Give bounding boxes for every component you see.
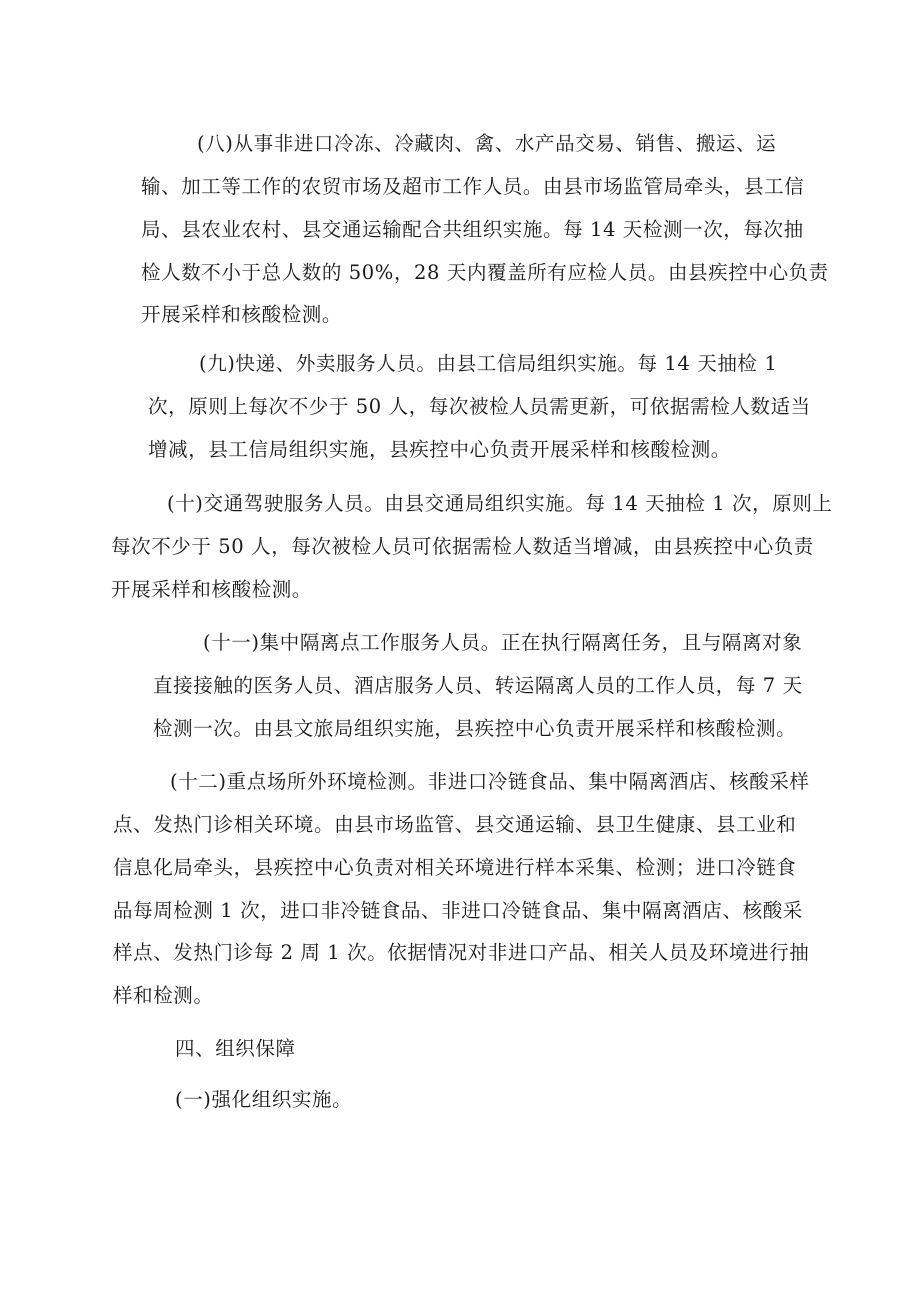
paragraph-line: (十)交通驾驶服务人员。由县交通局组织实施。每 14 天抽检 1 次，原则上 (167, 492, 833, 515)
paragraph-line: 信息化局牵头，县疾控中心负责对相关环境进行样本采集、检测；进口冷链食 (113, 856, 797, 879)
paragraph-line: (十一)集中隔离点工作服务人员。正在执行隔离任务，且与隔离对象 (203, 631, 803, 654)
paragraph-line: (九)快递、外卖服务人员。由县工信局组织实施。每 14 天抽检 1 (199, 352, 778, 375)
paragraph-line: (十二)重点场所外环境检测。非进口冷链食品、集中隔离酒店、核酸采样 (170, 770, 810, 793)
paragraph-line: 输、加工等工作的农贸市场及超市工作人员。由县市场监管局牵头，县工信 (141, 175, 805, 198)
paragraph-line: 每次不少于 50 人，每次被检人员可依据需检人数适当增减，由县疾控中心负责 (111, 535, 814, 558)
paragraph-line: 样点、发热门诊每 2 周 1 次。依据情况对非进口产品、相关人员及环境进行抽 (113, 941, 810, 964)
paragraph-line: 增减，县工信局组织实施，县疾控中心负责开展采样和核酸检测。 (148, 438, 731, 461)
paragraph-line: 检人数不小于总人数的 50%，28 天内覆盖所有应检人员。由县疾控中心负责 (141, 261, 829, 284)
paragraph-line: 开展采样和核酸检测。 (141, 303, 343, 326)
paragraph-line: (八)从事非进口冷冻、冷藏肉、禽、水产品交易、销售、搬运、运 (197, 132, 777, 155)
paragraph-line: 局、县农业农村、县交通运输配合共组织实施。每 14 天检测一次，每次抽 (141, 218, 804, 241)
paragraph-line: 检测一次。由县文旅局组织实施，县疾控中心负责开展采样和核酸检测。 (153, 717, 797, 740)
paragraph-line: 直接接触的医务人员、酒店服务人员、转运隔离人员的工作人员，每 7 天 (153, 674, 803, 697)
section-heading: 四、组织保障 (175, 1037, 296, 1060)
paragraph-line: 品每周检测 1 次，进口非冷链食品、非进口冷链食品、集中隔离酒店、核酸采 (113, 899, 803, 922)
subsection-heading: (一)强化组织实施。 (175, 1088, 353, 1111)
paragraph-line: 次，原则上每次不少于 50 人，每次被检人员需更新，可依据需检人数适当 (148, 395, 811, 418)
paragraph-line: 开展采样和核酸检测。 (111, 578, 313, 601)
paragraph-line: 点、发热门诊相关环境。由县市场监管、县交通运输、县卫生健康、县工业和 (113, 813, 797, 836)
paragraph-line: 样和检测。 (113, 984, 214, 1007)
